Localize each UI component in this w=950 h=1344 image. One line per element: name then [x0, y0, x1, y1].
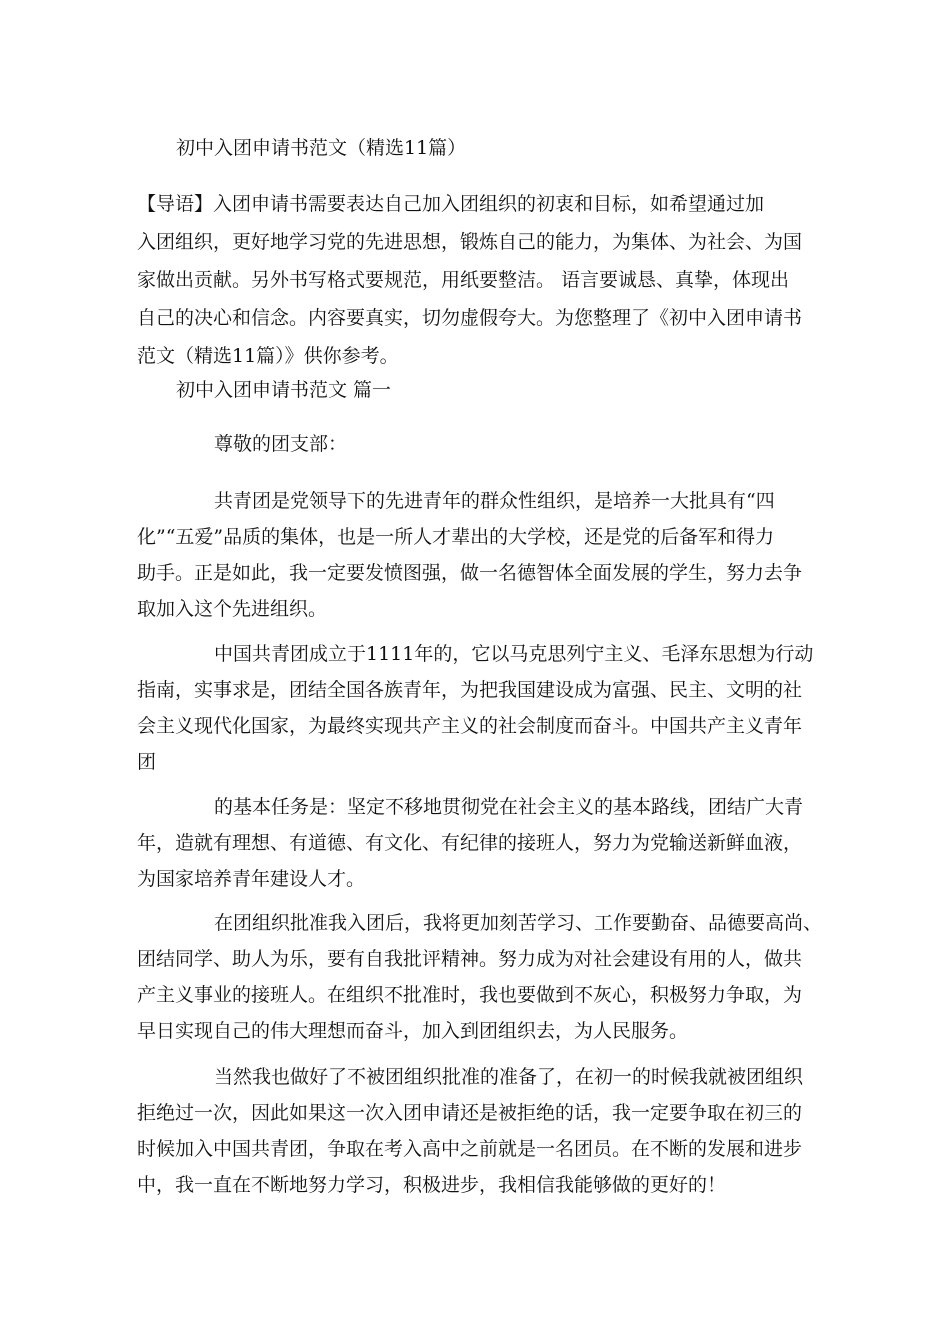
- paragraph-line: 中，我一直在不断地努力学习，积极进步，我相信我能够做的更好的！: [137, 1174, 727, 1196]
- paragraph-line: 化”“五爱”品质的集体，也是一所人才辈出的大学校，还是党的后备军和得力: [137, 526, 775, 548]
- intro-line: 家做出贡献。另外书写格式要规范，用纸要整洁。 语言要诚恳、真挚，体现出: [137, 269, 790, 291]
- paragraph-line: 的基本任务是：坚定不移地贯彻党在社会主义的基本路线，团结广大青: [214, 796, 804, 818]
- paragraph-line: 取加入这个先进组织。: [137, 598, 328, 620]
- intro-paragraph: [137, 185, 817, 375]
- paragraph-line: 中国共青团成立于1111年的，它以马克思列宁主义、毛泽东思想为行动: [214, 643, 814, 665]
- paragraph-line: 指南，实事求是，团结全国各族青年，为把我国建设成为富强、民主、文明的社: [137, 679, 803, 701]
- paragraph-line: 会主义现代化国家，为最终实现共产主义的社会制度而奋斗。中国共产主义青年: [137, 715, 803, 737]
- section-heading: 初中入团申请书范文 篇一: [176, 379, 392, 401]
- paragraph-line: 在团组织批准我入团后，我将更加刻苦学习、工作要勤奋、品德要高尚、: [214, 912, 823, 934]
- paragraph-line: 早日实现自己的伟大理想而奋斗，加入到团组织去，为人民服务。: [137, 1020, 689, 1042]
- paragraph-line: 团: [137, 751, 157, 773]
- paragraph-line: 共青团是党领导下的先进青年的群众性组织，是培养一大批具有“四: [214, 490, 775, 512]
- paragraph-line: 助手。正是如此，我一定要发愤图强，做一名德智体全面发展的学生，努力去争: [137, 562, 803, 584]
- body-paragraph-4: [137, 905, 827, 1049]
- paragraph-line: 为国家培养青年建设人才。: [137, 868, 366, 890]
- paragraph-line: 时候加入中国共青团，争取在考入高中之前就是一名团员。在不断的发展和进步: [137, 1138, 803, 1160]
- paragraph-line: 产主义事业的接班人。在组织不批准时，我也要做到不灰心，积极努力争取，为: [137, 984, 803, 1006]
- intro-line: 自己的决心和信念。内容要真实，切勿虚假夸大。为您整理了《初中入团申请书: [137, 307, 803, 329]
- salutation: 尊敬的团支部：: [214, 433, 348, 455]
- body-paragraph-3: [137, 789, 827, 897]
- body-paragraph-5: [137, 1059, 827, 1203]
- intro-line: 【导语】入团申请书需要表达自己加入团组织的初衷和目标，如希望通过加: [137, 193, 765, 215]
- intro-line: 入团组织，更好地学习党的先进思想，锻炼自己的能力，为集体、为社会、为国: [137, 231, 803, 253]
- document-title: 初中入团申请书范文（精选11篇）: [176, 137, 467, 159]
- intro-line: 范文（精选11篇）》供你参考。: [137, 345, 399, 367]
- paragraph-line: 当然我也做好了不被团组织批准的准备了，在初一的时候我就被团组织: [214, 1066, 804, 1088]
- paragraph-line: 团结同学、助人为乐，要有自我批评精神。努力成为对社会建设有用的人，做共: [137, 948, 803, 970]
- body-paragraph-1: [137, 483, 827, 627]
- paragraph-line: 年，造就有理想、有道德、有文化、有纪律的接班人，努力为党输送新鲜血液，: [137, 832, 803, 854]
- body-paragraph-2: [137, 636, 827, 780]
- paragraph-line: 拒绝过一次，因此如果这一次入团申请还是被拒绝的话，我一定要争取在初三的: [137, 1102, 803, 1124]
